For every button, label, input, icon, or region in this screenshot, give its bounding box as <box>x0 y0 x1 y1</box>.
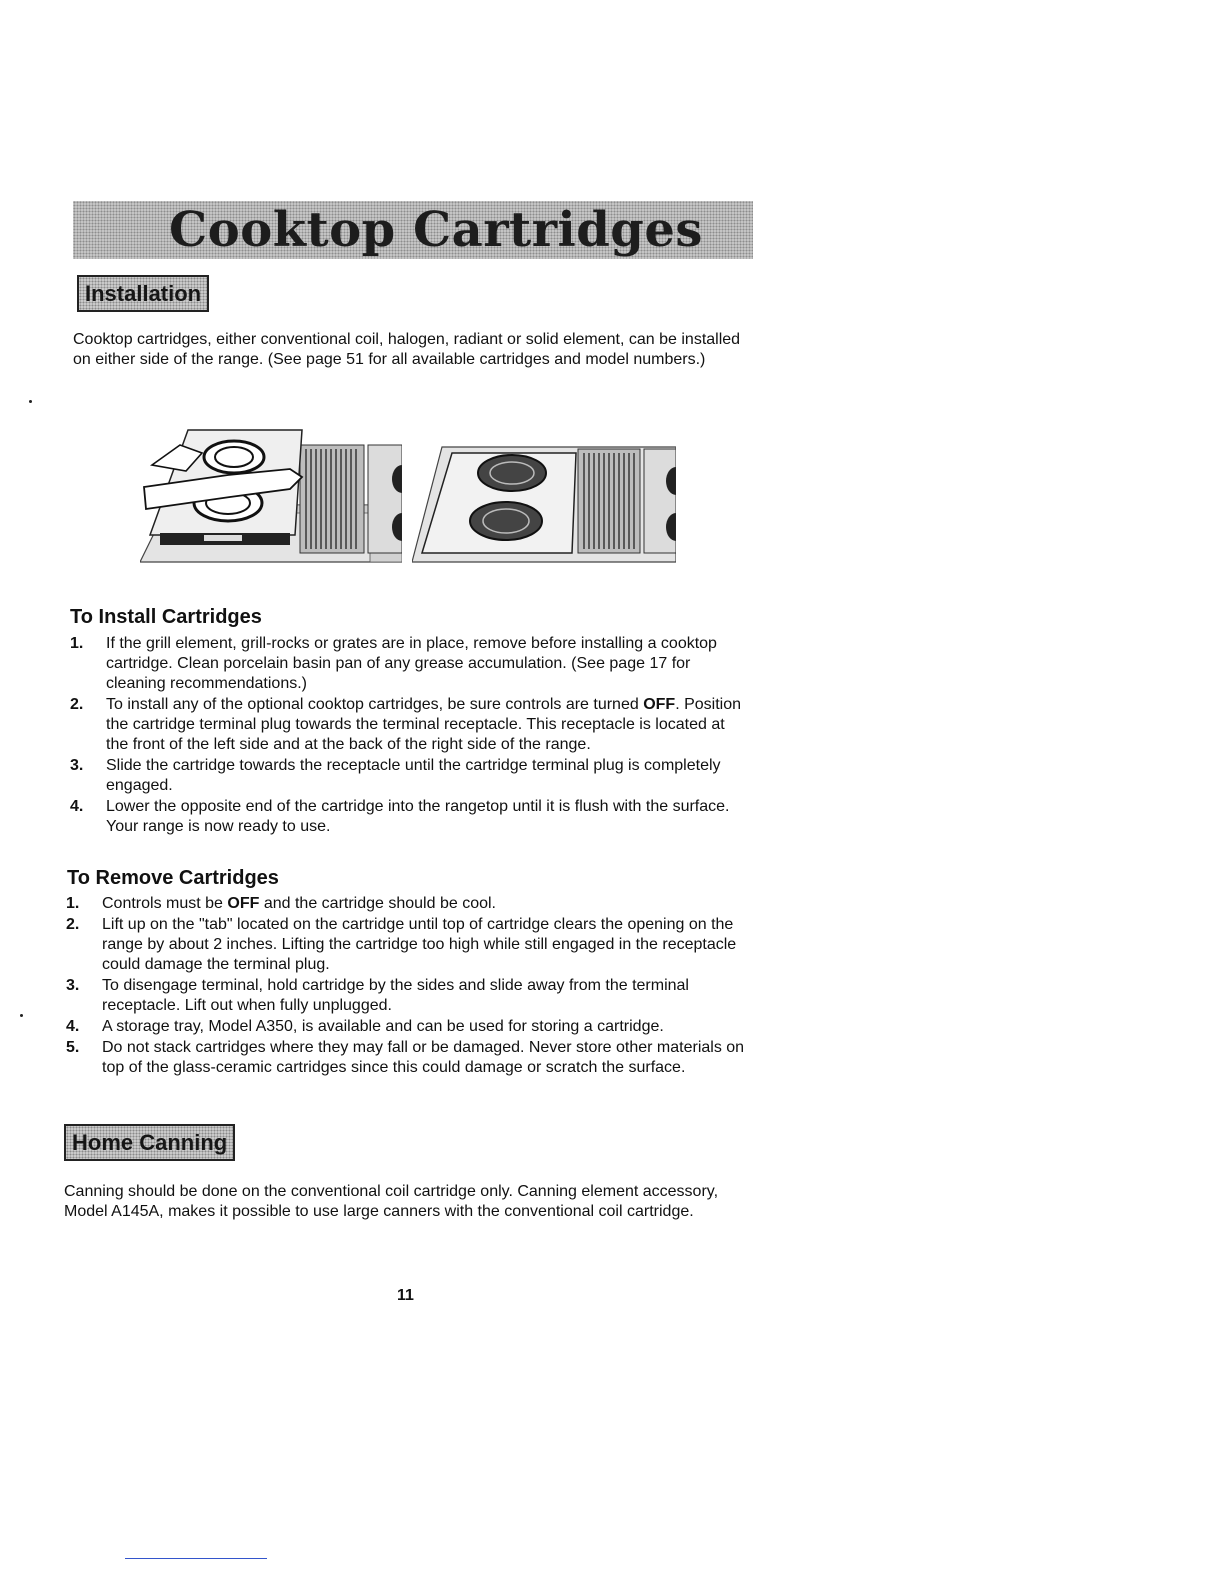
remove-cartridges-heading: To Remove Cartridges <box>67 867 279 889</box>
list-item: 1. If the grill element, grill-rocks or grates are in place, remove before installing a cooktop cartridge. Clean porcelain basin pan of any grease accumulation. (See page 17 for cleaning recommendations.) <box>70 635 717 692</box>
installed-cartridges-illustration <box>412 425 676 568</box>
page-title: Cooktop Cartridges <box>169 202 703 258</box>
remove-steps-list <box>66 894 748 1079</box>
list-item: 4. Lower the opposite end of the cartridge into the rangetop until it is flush with the surface. Your range is now ready to use. <box>70 798 730 835</box>
scan-speck <box>29 400 32 403</box>
installation-intro: Cooktop cartridges, either conventional coil, halogen, radiant or solid element, can be installed on either side of the range. (See page 51 for all available cartridges and model numbers.) <box>73 331 741 368</box>
home-canning-text: Canning should be done on the conventional coil cartridge only. Canning element accessory, Model A145A, makes it possible to use large canners with the conventional coil cartridge. <box>64 1183 719 1220</box>
list-item: 3. To disengage terminal, hold cartridge by the sides and slide away from the terminal receptacle. Lift out when fully unplugged. <box>66 977 689 1014</box>
installation-section-label: Installation <box>77 275 209 312</box>
install-steps-list <box>70 634 748 838</box>
home-canning-section-label: Home Canning <box>64 1124 235 1161</box>
footer-rule <box>125 1558 267 1559</box>
page-number: 11 <box>397 1287 414 1304</box>
list-item: 4. A storage tray, Model A350, is available and can be used for storing a cartridge. <box>66 1018 664 1035</box>
scan-speck <box>20 1014 23 1017</box>
install-cartridges-heading: To Install Cartridges <box>70 606 262 628</box>
list-item: 5. Do not stack cartridges where they may fall or be damaged. Never store other materials on top of the glass-ceramic cartridges since this could damage or scratch the surface. <box>66 1039 745 1076</box>
list-item: 3. Slide the cartridge towards the receptacle until the cartridge terminal plug is completely engaged. <box>70 757 721 794</box>
list-item: 2. Lift up on the "tab" located on the cartridge until top of cartridge clears the opening on the range by about 2 inches. Lifting the cartridge too high while still engaged in the receptacle could damage the terminal plug. <box>66 916 737 973</box>
page-title-band <box>73 201 753 259</box>
cartridge-installation-illustration <box>140 425 402 568</box>
list-item: 2. To install any of the optional cooktop cartridges, be sure controls are turned OFF. Position the cartridge terminal plug towards the terminal receptacle. This receptacle is located at the front of the left side and at the back of the right side of the range. <box>70 696 742 753</box>
list-item: 1. Controls must be OFF and the cartridge should be cool. <box>66 895 496 912</box>
